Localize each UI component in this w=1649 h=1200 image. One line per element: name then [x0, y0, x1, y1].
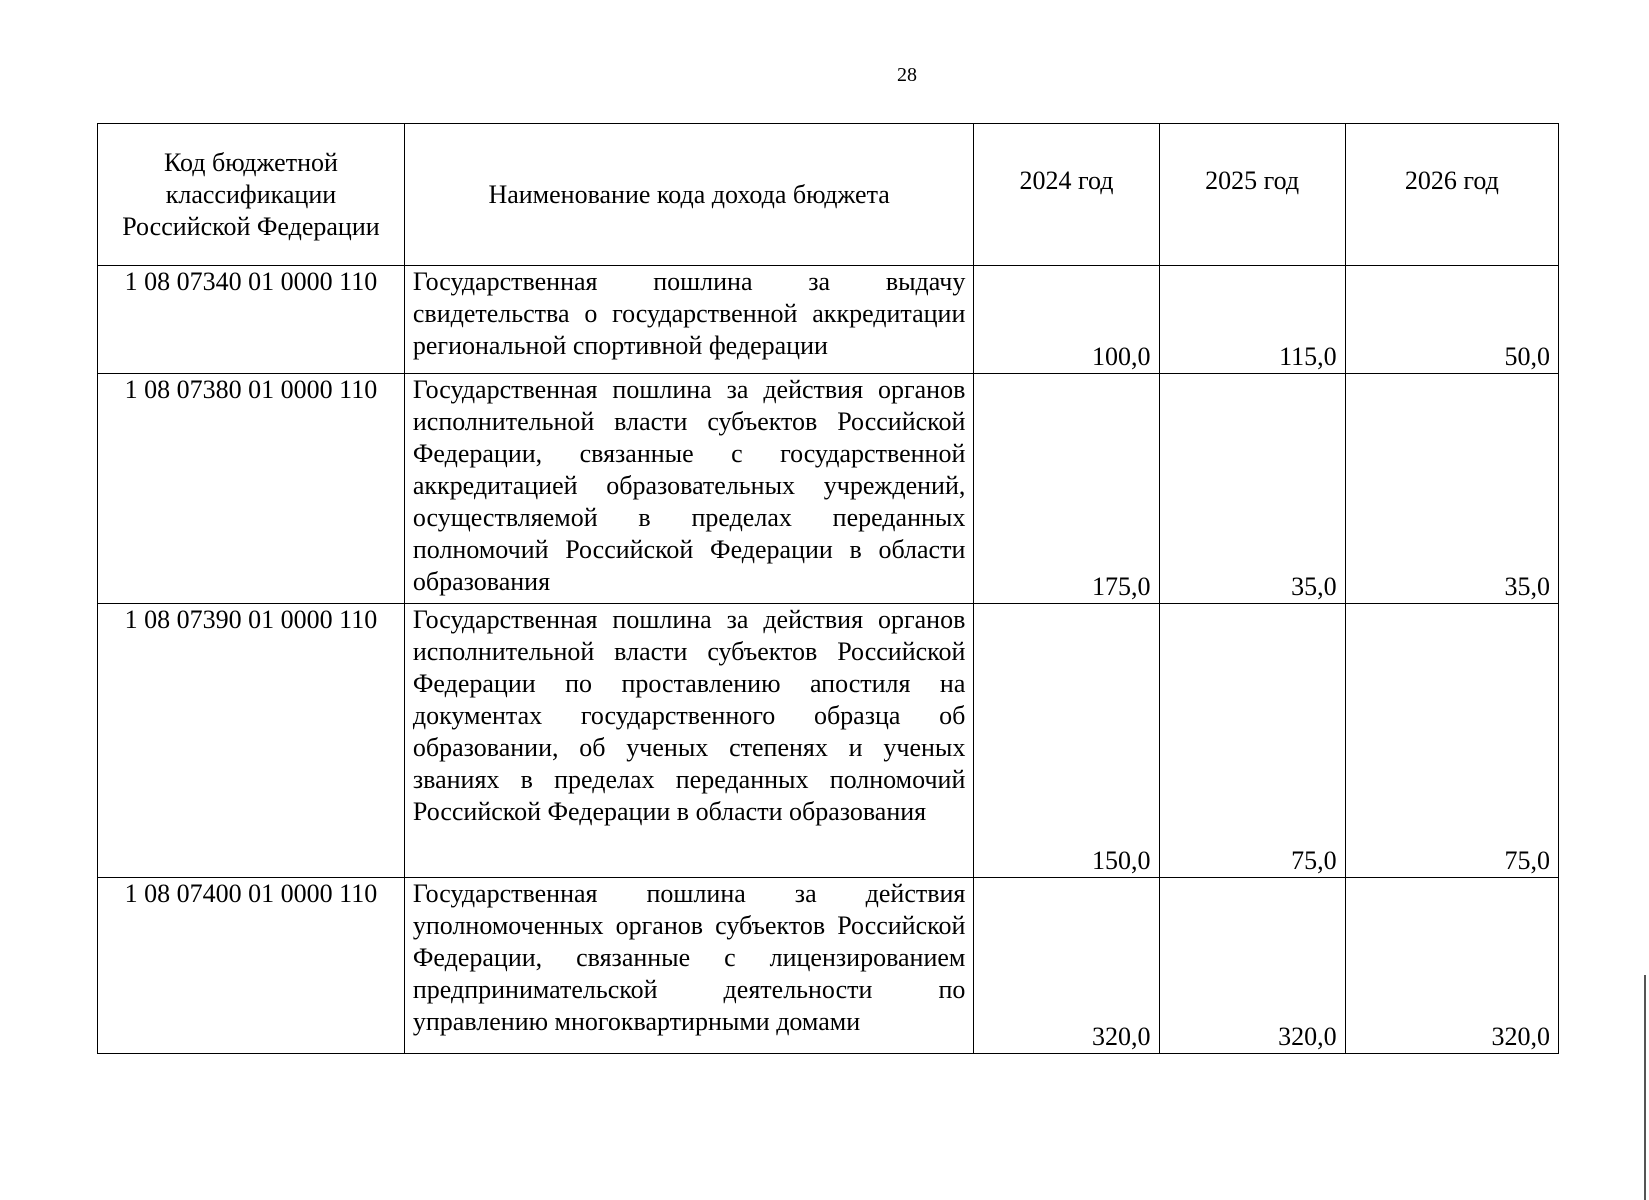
row-value-2026: 320,0 [1345, 878, 1558, 1054]
table-row [98, 374, 1559, 604]
table-row [98, 604, 1559, 878]
header-year-2026: 2026 год [1345, 124, 1558, 266]
row-name: Государственная пошлина за действия органов исполнительной власти субъектов Российской Федерации по проставлению апостиля на документах государственного образца об образовании, об ученых степенях и ученых званиях в пределах переданных полномочий Российской Федерации в области образования [404, 604, 974, 878]
row-value-2025: 35,0 [1159, 374, 1345, 604]
row-name: Государственная пошлина за выдачу свидетельства о государственной аккредитации региональной спортивной федерации [404, 266, 974, 374]
header-name: Наименование кода дохода бюджета [404, 124, 974, 266]
scan-edge-line [1644, 975, 1646, 1200]
row-value-2026: 35,0 [1345, 374, 1558, 604]
row-value-2024: 100,0 [974, 266, 1159, 374]
row-code: 1 08 07380 01 0000 110 [98, 374, 405, 604]
budget-revenue-table [97, 123, 1559, 1054]
row-name: Государственная пошлина за действия органов исполнительной власти субъектов Российской Федерации, связанные с государственной аккредитацией образовательных учреждений, осуществляемой в пределах переданных полномочий Российской Федерации в области образования [404, 374, 974, 604]
row-value-2024: 150,0 [974, 604, 1159, 878]
row-code: 1 08 07400 01 0000 110 [98, 878, 405, 1054]
header-year-2025: 2025 год [1159, 124, 1345, 266]
row-value-2025: 115,0 [1159, 266, 1345, 374]
table-header-row [98, 124, 1559, 266]
table-row [98, 266, 1559, 374]
row-code: 1 08 07390 01 0000 110 [98, 604, 405, 878]
row-value-2024: 175,0 [974, 374, 1159, 604]
header-code: Код бюджетной классификации Российской Федерации [98, 124, 405, 266]
row-value-2026: 75,0 [1345, 604, 1558, 878]
row-value-2025: 75,0 [1159, 604, 1345, 878]
row-value-2024: 320,0 [974, 878, 1159, 1054]
table-row [98, 878, 1559, 1054]
row-value-2025: 320,0 [1159, 878, 1345, 1054]
row-value-2026: 50,0 [1345, 266, 1558, 374]
header-year-2024: 2024 год [974, 124, 1159, 266]
row-code: 1 08 07340 01 0000 110 [98, 266, 405, 374]
page-number: 28 [897, 64, 917, 86]
row-name: Государственная пошлина за действия уполномоченных органов субъектов Российской Федерации, связанные с лицензированием предпринимательской деятельности по управлению многоквартирными домами [404, 878, 974, 1054]
